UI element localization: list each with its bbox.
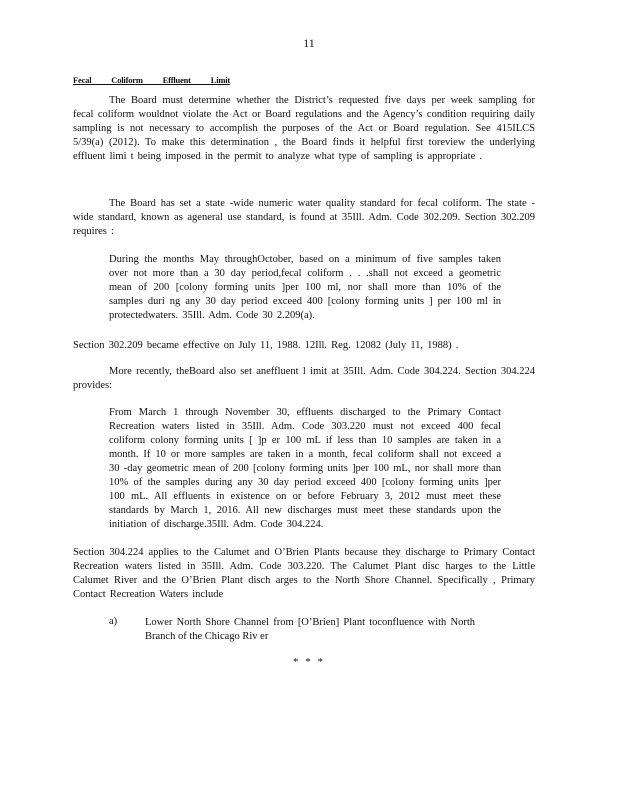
page-number: 11 xyxy=(303,36,315,50)
paragraph-applicability: Section 304.224 applies to the Calumet and O’Brien Plants because they discharge to Primary Contact Recreation waters listed in 35Ill. Adm. Code 303.220. The Calumet Plant disc harges to the Little Calumet River and the O’Brien Plant disch arges to the North Shore Channel. Specifically , Primary Contact Recreation Waters include xyxy=(73,547,535,600)
paragraph-sampling-determination: The Board must determine whether the District’s requested five days per week sampling for fecal coliform wouldnot violate the Act or Board regulations and the Agency’s condition requiring daily sampling is not necessary to accomplish the purposes of the Act or Board regulation. See 415ILCS 5/39(a) (2012). To make this determination , the Board finds it helpful first toreview the underlying effluent limi t being imposed in the permit to analyze what type of sampling is appropriate . xyxy=(73,95,535,162)
list-item-letter: a) xyxy=(109,616,118,627)
section-heading: Fecal Coliform Effluent Limit xyxy=(73,75,231,85)
blockquote-302-209: During the months May throughOctober, based on a minimum of five samples taken over not more than a 30 day period,fecal coliform . . .shall not exceed a geometric mean of 200 [colony forming units ]per 100 ml, nor shall more than 10% of the samples duri ng any 30 day period exceed 400 [colony forming units ] per 100 ml in protectedwaters. 35Ill. Adm. Code 30 2.209(a). xyxy=(109,254,501,321)
section-separator: * * * xyxy=(293,656,325,668)
paragraph-effluent-limit: More recently, theBoard also set aneffluent l imit at 35Ill. Adm. Code 304.224. Section 304.224 provides: xyxy=(73,366,535,391)
paragraph-state-standard: The Board has set a state -wide numeric water quality standard for fecal coliform. The state -wide standard, known as ageneral use standard, is found at 35Ill. Adm. Code 302.209. Section 302.209 requires : xyxy=(73,198,535,237)
list-item-text: Lower North Shore Channel from [O’Brien] Plant toconfluence with North Branch of the Chicago Riv er xyxy=(145,617,475,642)
blockquote-304-224: From March 1 through November 30, effluents discharged to the Primary Contact Recreation waters listed in 35Ill. Adm. Code 303.220 must not exceed 400 fecal coliform colony forming units [ ]p er 100 mL if less than 10 samples are taken in a month. If 10 or more samples are taken in a month, fecal coliform shall not exceed a 30 -day geometric mean of 200 [colony forming units ]per 100 mL, nor shall more than 10% of the samples during any 30 day period exceed 400 [colony forming units ]per 100 mL. All effluents in existence on or before February 3, 2012 must meet these standards by March 1, 2016. All new discharges must meet these standards upon the initiation of discharge.35Ill. Adm. Code 304.224. xyxy=(109,407,501,530)
paragraph-effective-date: Section 302.209 became effective on July 11, 1988. 12Ill. Reg. 12082 (July 11, 1988) . xyxy=(73,340,459,351)
